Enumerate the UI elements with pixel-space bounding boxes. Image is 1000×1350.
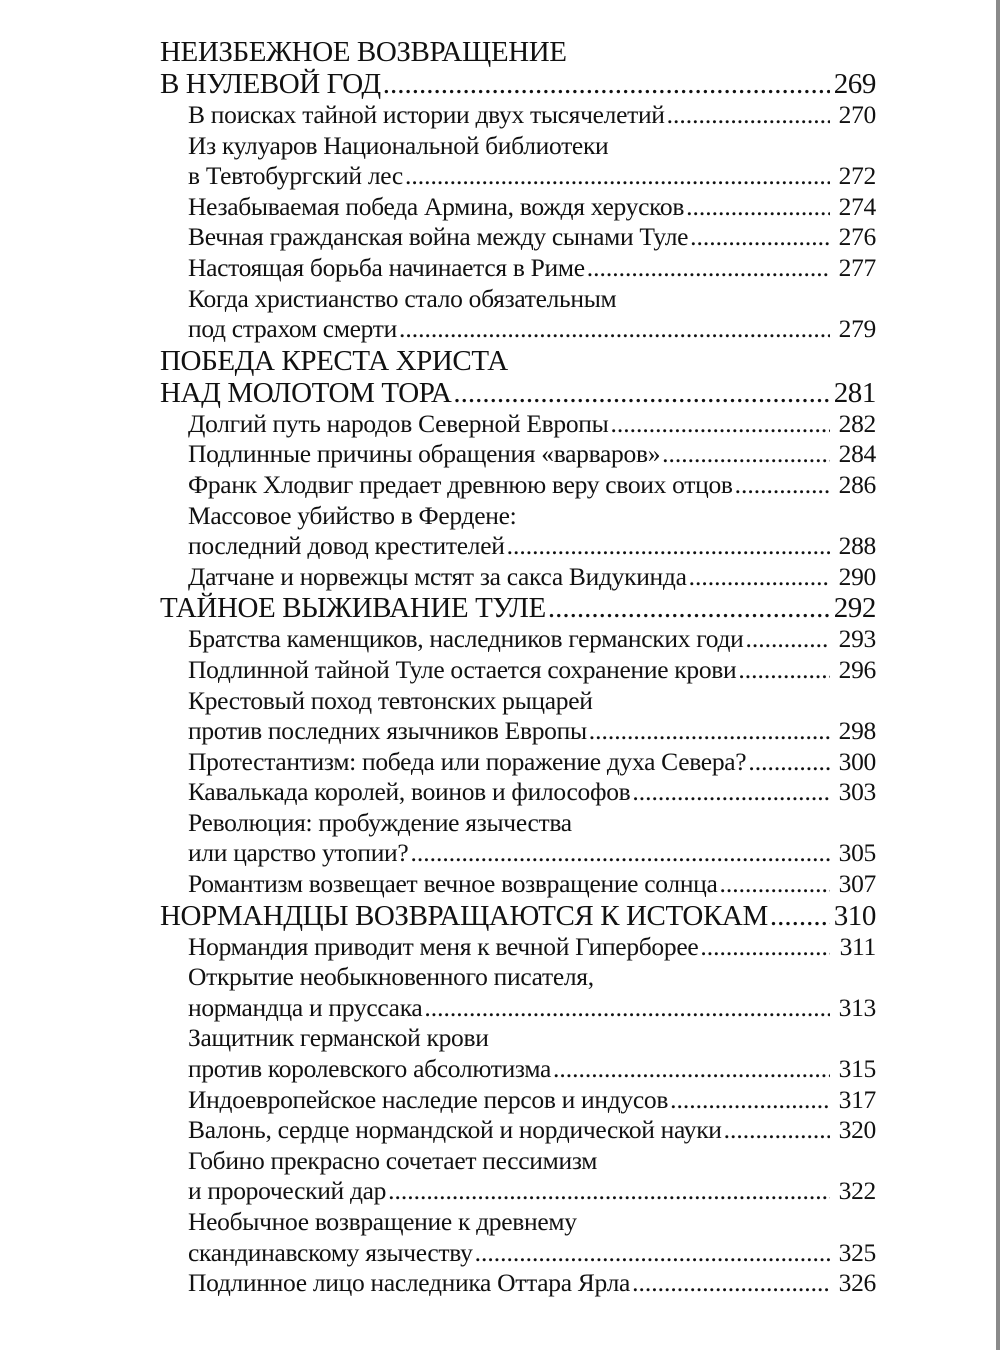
- dot-leader: [720, 869, 830, 900]
- entry-title-line: Романтизм возвещает вечное возвращение солнца: [188, 869, 718, 899]
- entry-page-number: 276: [838, 222, 876, 252]
- dot-leader: [388, 1176, 830, 1207]
- toc-entry[interactable]: [188, 932, 876, 963]
- entry-title-line: Настоящая борьба начинается в Риме: [188, 252, 585, 282]
- section-title-line: В НУЛЕВОЙ ГОД: [160, 68, 381, 100]
- entry-page-number: 326: [838, 1268, 876, 1298]
- entry-title-line: Датчане и норвежцы мстят за сакса Видукинда: [188, 561, 687, 591]
- entry-row: [188, 439, 876, 470]
- toc-entry[interactable]: [188, 470, 876, 501]
- entry-title-line: Необычное возвращение к древнему: [188, 1207, 577, 1236]
- entry-row: [188, 562, 876, 593]
- entry-title-line: Индоевропейское наследие персов и индусов: [188, 1084, 669, 1114]
- entry-title-line: Когда христианство стало обязательным: [188, 283, 617, 313]
- toc-entry[interactable]: [188, 1023, 876, 1084]
- dot-leader: [700, 932, 830, 963]
- entry-row: [188, 409, 876, 440]
- dot-leader: [453, 377, 830, 409]
- dot-leader: [770, 900, 830, 932]
- dot-leader: [667, 100, 830, 131]
- section-title-row: [160, 377, 876, 409]
- entry-title-line: Франк Хлодвиг предает древнюю веру своих отцов: [188, 469, 733, 499]
- entry-title-line: Незабываемая победа Армина, вождя херусков: [188, 191, 685, 221]
- section-title-line: НАД МОЛОТОМ ТОРА: [160, 376, 452, 409]
- dot-leader: [383, 68, 830, 100]
- entry-page-number: 282: [838, 408, 876, 438]
- dot-leader: [589, 716, 830, 747]
- section-title-line: ТАЙНОЕ ВЫЖИВАНИЕ ТУЛЕ: [160, 592, 546, 625]
- entry-title-line: Нормандия приводит меня к вечной Гиперборее: [188, 931, 699, 961]
- entry-title-line: Защитник германской крови: [188, 1023, 489, 1053]
- section-page-number: 292: [833, 592, 876, 625]
- toc-entry[interactable]: [188, 284, 876, 345]
- dot-leader: [662, 439, 830, 470]
- dot-leader: [399, 314, 830, 345]
- toc-entry[interactable]: [188, 192, 876, 223]
- table-of-contents: [160, 36, 876, 1299]
- dot-leader: [689, 562, 830, 593]
- section-page-number: 281: [833, 376, 876, 409]
- section-title-row: [160, 592, 876, 624]
- entry-page-number: 305: [838, 838, 876, 868]
- entry-row: [188, 777, 876, 808]
- dot-leader: [553, 1054, 830, 1085]
- entry-page-number: 317: [838, 1084, 876, 1114]
- entry-page-number: 270: [838, 100, 876, 129]
- dot-leader: [686, 192, 830, 223]
- section-heading: [160, 900, 876, 932]
- entry-row: [188, 838, 876, 869]
- entry-title-line: и пророческий дар: [188, 1176, 387, 1206]
- toc-entry[interactable]: [188, 962, 876, 1023]
- dot-leader: [507, 531, 830, 562]
- toc-entry[interactable]: [188, 747, 876, 778]
- dot-leader: [738, 655, 830, 686]
- toc-entry[interactable]: [188, 100, 876, 131]
- section-page-number: 269: [833, 68, 876, 100]
- entry-row: [188, 314, 876, 345]
- entry-page-number: 272: [838, 161, 876, 191]
- entry-page-number: 296: [838, 654, 876, 684]
- entry-page-number: 300: [838, 746, 876, 776]
- entry-title-line: Подлинные причины обращения «варваров»: [188, 439, 661, 469]
- entry-row: [188, 470, 876, 501]
- entry-row: [188, 655, 876, 686]
- entry-page-number: 298: [838, 716, 876, 746]
- entry-title-line: В поисках тайной истории двух тысячелетий: [188, 100, 665, 129]
- entry-row: [188, 100, 876, 131]
- entry-row: [188, 1085, 876, 1116]
- entry-page-number: 274: [838, 191, 876, 221]
- entry-page-number: 284: [838, 439, 876, 469]
- entry-row: [188, 1115, 876, 1146]
- toc-entry[interactable]: [188, 222, 876, 253]
- section-heading: [160, 345, 876, 409]
- entry-title-line: под страхом смерти: [188, 314, 397, 344]
- entry-row: [188, 1054, 876, 1085]
- dot-leader: [690, 222, 830, 253]
- entry-page-number: 313: [838, 992, 876, 1022]
- entry-page-number: 320: [838, 1115, 876, 1145]
- toc-entry[interactable]: [188, 1268, 876, 1299]
- entry-row: [188, 161, 876, 192]
- toc-entry[interactable]: [188, 808, 876, 869]
- section-heading: [160, 36, 876, 100]
- section-title-row: [160, 68, 876, 100]
- entry-title-line: Гобино прекрасно сочетает пессимизм: [188, 1145, 598, 1175]
- toc-entry[interactable]: [188, 624, 876, 655]
- entry-page-number: 315: [838, 1054, 876, 1084]
- entry-title-line: Подлинное лицо наследника Оттара Ярла: [188, 1268, 631, 1298]
- section-title-line: НЕИЗБЕЖНОЕ ВОЗВРАЩЕНИЕ: [160, 36, 567, 68]
- toc-entry[interactable]: [188, 1085, 876, 1116]
- section-title-row: [160, 900, 876, 932]
- entry-page-number: 293: [838, 624, 876, 654]
- section-heading: [160, 592, 876, 624]
- entry-title-line: Революция: пробуждение язычества: [188, 807, 572, 837]
- entry-title-line: Кавалькада королей, воинов и философов: [188, 777, 631, 807]
- entry-title-line: Долгий путь народов Северной Европы: [188, 408, 609, 438]
- entry-title-line: Массовое убийство в Фердене:: [188, 500, 517, 530]
- entry-title-line: против королевского абсолютизма: [188, 1054, 552, 1084]
- entry-page-number: 303: [838, 777, 876, 807]
- entry-title-line: Подлинной тайной Туле остается сохранение крови: [188, 654, 737, 684]
- entry-row: [188, 253, 876, 284]
- entry-page-number: 288: [838, 531, 876, 561]
- entry-row: [188, 1176, 876, 1207]
- entry-title-line: последний довод крестителей: [188, 531, 505, 561]
- section-page-number: 310: [833, 899, 876, 932]
- dot-leader: [632, 777, 830, 808]
- entry-row: [188, 747, 876, 778]
- dot-leader: [410, 838, 830, 869]
- section-title-line: НОРМАНДЦЫ ВОЗВРАЩАЮТСЯ К ИСТОКАМ: [160, 899, 768, 932]
- dot-leader: [587, 253, 830, 284]
- toc-entry[interactable]: [188, 562, 876, 593]
- dot-leader: [424, 993, 830, 1024]
- entry-title-line: в Тевтобургский лес: [188, 161, 403, 191]
- toc-entry[interactable]: [188, 131, 876, 192]
- toc-entry[interactable]: [188, 409, 876, 440]
- toc-entry[interactable]: [188, 439, 876, 470]
- toc-entry[interactable]: [188, 655, 876, 686]
- entry-title-line: Протестантизм: победа или поражение духа Севера?: [188, 746, 747, 776]
- entry-title-line: против последних язычников Европы: [188, 716, 587, 746]
- entry-page-number: 307: [838, 869, 876, 899]
- section-title-line: ПОБЕДА КРЕСТА ХРИСТА: [160, 344, 508, 377]
- entry-title-line: нормандца и пруссака: [188, 992, 423, 1022]
- entry-title-line: Открытие необыкновенного писателя,: [188, 962, 594, 992]
- entry-page-number: 311: [839, 931, 876, 961]
- entry-title-line: Вечная гражданская война между сынами Туле: [188, 222, 689, 252]
- toc-entry[interactable]: [188, 253, 876, 284]
- entry-title-line: Валонь, сердце нормандской и нордической науки: [188, 1115, 722, 1145]
- dot-leader: [548, 592, 830, 624]
- entry-page-number: 322: [838, 1176, 876, 1206]
- entry-page-number: 277: [838, 252, 876, 282]
- toc-entry[interactable]: [188, 1207, 876, 1268]
- entry-title-line: или царство утопии?: [188, 838, 409, 868]
- entry-title-line: Братства каменщиков, наследников германских годи: [188, 624, 744, 654]
- dot-leader: [724, 1115, 830, 1146]
- entry-row: [188, 932, 876, 963]
- entry-page-number: 325: [838, 1237, 876, 1267]
- entry-title-line: Из кулуаров Национальной библиотеки: [188, 130, 609, 160]
- entry-title-line: Крестовый поход тевтонских рыцарей: [188, 685, 593, 715]
- toc-entry[interactable]: [188, 1146, 876, 1207]
- toc-entry[interactable]: [188, 686, 876, 747]
- entry-page-number: 286: [838, 469, 876, 499]
- entry-page-number: 279: [838, 314, 876, 344]
- entry-row: [188, 716, 876, 747]
- entry-row: [188, 1268, 876, 1299]
- dot-leader: [670, 1085, 830, 1116]
- dot-leader: [475, 1238, 830, 1269]
- toc-entry[interactable]: [188, 1115, 876, 1146]
- entry-row: [188, 869, 876, 900]
- entry-row: [188, 531, 876, 562]
- dot-leader: [405, 161, 830, 192]
- dot-leader: [748, 747, 830, 778]
- toc-entry[interactable]: [188, 869, 876, 900]
- dot-leader: [735, 470, 830, 501]
- entry-row: [188, 993, 876, 1024]
- toc-entry[interactable]: [188, 777, 876, 808]
- entry-row: [188, 624, 876, 655]
- toc-entry[interactable]: [188, 501, 876, 562]
- dot-leader: [632, 1268, 830, 1299]
- entry-title-line: скандинавскому язычеству: [188, 1237, 473, 1267]
- entry-row: [188, 1238, 876, 1269]
- page-edge: [996, 0, 1000, 1350]
- entry-page-number: 290: [838, 561, 876, 591]
- dot-leader: [746, 624, 831, 655]
- entry-row: [188, 222, 876, 253]
- entry-row: [188, 192, 876, 223]
- dot-leader: [611, 409, 831, 440]
